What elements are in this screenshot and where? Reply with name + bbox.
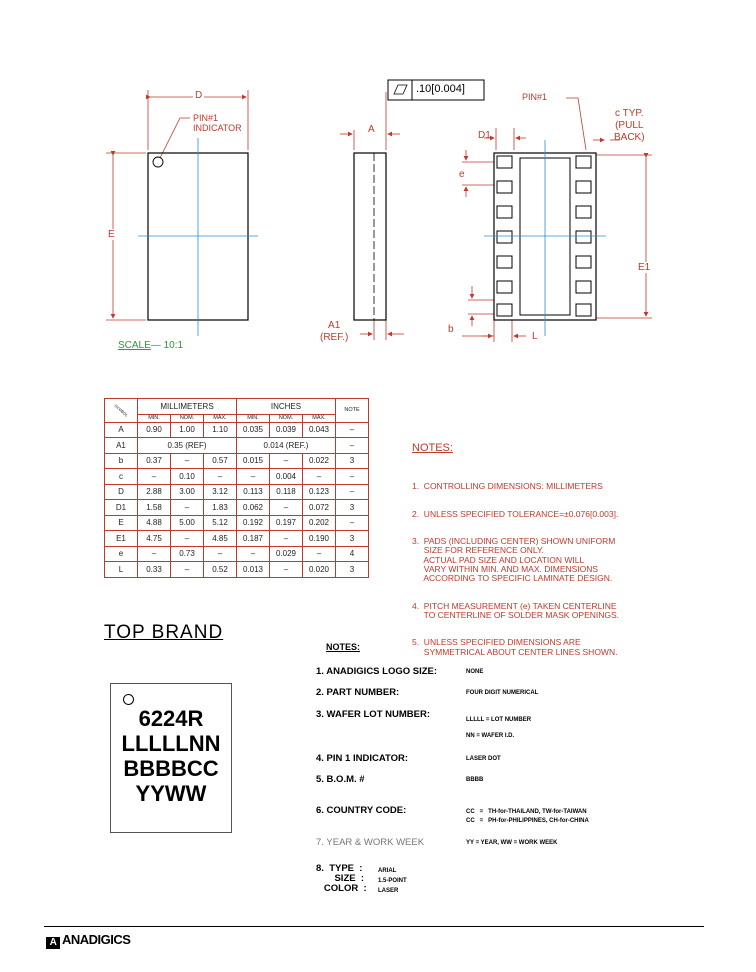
cell: 5.00	[171, 515, 204, 531]
cell: 4	[336, 546, 369, 562]
brand-note-key: 7. YEAR & WORK WEEK	[316, 837, 425, 848]
table-row	[105, 469, 369, 485]
cell: 0.113	[237, 484, 270, 500]
logo-text: ANADIGICS	[62, 932, 131, 947]
note-header: NOTE	[336, 399, 369, 423]
cell: 4.88	[138, 515, 171, 531]
cell: –	[336, 484, 369, 500]
sub-header: MIN.	[138, 414, 171, 422]
brand-line: 6224R	[138, 706, 204, 731]
sub-header: MIN.	[237, 414, 270, 422]
symbol-header: SYMBOL	[105, 399, 138, 423]
sub-header: NOM.	[171, 414, 204, 422]
brand-note-value: BBBB	[466, 777, 484, 783]
cell: –	[270, 531, 303, 547]
label-pin1-indicator: PIN#1 INDICATOR	[193, 113, 242, 133]
table-row	[105, 438, 369, 454]
label-a1: A1 (REF.)	[320, 320, 349, 343]
cell: –	[237, 469, 270, 485]
cell: 3	[336, 500, 369, 516]
cell: 0.022	[303, 453, 336, 469]
cell: b	[105, 453, 138, 469]
label-b: b	[448, 324, 454, 335]
cell: 0.013	[237, 562, 270, 578]
brand-line: YYWW	[135, 781, 207, 806]
cell: 0.190	[303, 531, 336, 547]
brand-line: BBBBCC	[123, 756, 219, 781]
cell: 1.00	[171, 422, 204, 438]
cell: 0.37	[138, 453, 171, 469]
cell: 0.072	[303, 500, 336, 516]
brand-note-value: LLLLL = LOT NUMBER NN = WAFER I.D.	[466, 717, 532, 739]
top-brand-title: TOP BRAND	[104, 622, 224, 643]
flatness-value: .10[0.004]	[416, 83, 465, 95]
label-a: A	[368, 124, 375, 135]
scale-note	[118, 340, 183, 351]
cell: A1	[105, 438, 138, 454]
pin1-dot-icon	[123, 694, 134, 705]
brand-note-key: 3. WAFER LOT NUMBER:	[316, 709, 430, 720]
table-row	[105, 515, 369, 531]
dimension-table	[104, 398, 369, 578]
cell: –	[270, 562, 303, 578]
cell: 0.004	[270, 469, 303, 485]
cell: D	[105, 484, 138, 500]
scale-value: 10:1	[163, 340, 184, 351]
cell: 0.187	[237, 531, 270, 547]
brand-note-value: NONE	[466, 669, 484, 675]
cell: E1	[105, 531, 138, 547]
cell: c	[105, 469, 138, 485]
label-l: L	[532, 331, 538, 342]
cell: 0.015	[237, 453, 270, 469]
cell: –	[270, 453, 303, 469]
scale-sep: —	[150, 340, 164, 351]
cell: 0.57	[204, 453, 237, 469]
cell: E	[105, 515, 138, 531]
cell: –	[336, 515, 369, 531]
cell: –	[336, 422, 369, 438]
cell: –	[171, 453, 204, 469]
label-pin1: PIN#1	[522, 92, 548, 102]
cell: –	[270, 500, 303, 516]
note-item: 1. CONTROLLING DIMENSIONS: MILLIMETERS	[412, 481, 603, 492]
label-c-typ: c TYP. (PULL BACK)	[614, 108, 645, 143]
cell: –	[336, 438, 369, 454]
scale-label: SCALE	[118, 340, 151, 351]
in-header: INCHES	[237, 399, 336, 415]
cell: 0.10	[171, 469, 204, 485]
cell: e	[105, 546, 138, 562]
cell: 0.197	[270, 515, 303, 531]
note-item: 3. PADS (INCLUDING CENTER) SHOWN UNIFORM SIZE FOR REFERENCE ONLY. ACTUAL PAD SIZE AND LOCATION WILL VARY WITHIN MIN. AND MAX. DIMENSIONS ACCORDING TO SPECIFIC LAMINATE DESIGN.	[412, 536, 616, 584]
cell: 5.12	[204, 515, 237, 531]
note-item: 2. UNLESS SPECIFIED TOLERANCE=±0.076[0.003].	[412, 508, 619, 519]
cell: L	[105, 562, 138, 578]
brand-note-key: 8. TYPE : SIZE : COLOR :	[316, 863, 367, 894]
brand-note-key: 4. PIN 1 INDICATOR:	[316, 753, 409, 764]
cell: 0.039	[270, 422, 303, 438]
label-d: D	[195, 90, 203, 101]
label-e: E	[108, 229, 115, 240]
cell: 0.192	[237, 515, 270, 531]
table-row	[105, 546, 369, 562]
sub-header: MAX.	[303, 414, 336, 422]
cell: 0.73	[171, 546, 204, 562]
cell: –	[138, 546, 171, 562]
cell: 4.85	[204, 531, 237, 547]
cell: 3.00	[171, 484, 204, 500]
cell: 3	[336, 453, 369, 469]
cell: 3	[336, 531, 369, 547]
table-row	[105, 562, 369, 578]
drawing-notes	[412, 426, 619, 666]
cell: 0.33	[138, 562, 171, 578]
anadigics-logo-icon: A	[46, 937, 60, 949]
brand-line: LLLLLNN	[121, 731, 221, 756]
cell: –	[171, 562, 204, 578]
table-row	[105, 531, 369, 547]
cell: –	[204, 546, 237, 562]
cell: 0.123	[303, 484, 336, 500]
cell: 0.35 (REF)	[138, 438, 237, 454]
cell: 1.10	[204, 422, 237, 438]
brand-note-value: ARIAL 1.5-POINT LASER	[378, 868, 407, 894]
label-d1: D1	[478, 130, 491, 141]
sub-header: MAX.	[204, 414, 237, 422]
brand-marking	[110, 683, 232, 833]
note-item: 5. UNLESS SPECIFIED DIMENSIONS ARE SYMMETRICAL ABOUT CENTER LINES SHOWN.	[412, 637, 618, 657]
brand-note-key: 2. PART NUMBER:	[316, 687, 400, 698]
cell: A	[105, 422, 138, 438]
cell: D1	[105, 500, 138, 516]
table-row	[105, 484, 369, 500]
cell: 0.020	[303, 562, 336, 578]
table-row	[105, 453, 369, 469]
cell: –	[171, 500, 204, 516]
cell: –	[336, 469, 369, 485]
cell: 0.035	[237, 422, 270, 438]
cell: –	[237, 546, 270, 562]
label-e1: E1	[638, 262, 651, 273]
cell: 0.52	[204, 562, 237, 578]
cell: –	[303, 469, 336, 485]
cell: 0.029	[270, 546, 303, 562]
cell: 0.014 (REF.)	[237, 438, 336, 454]
cell: 3.12	[204, 484, 237, 500]
brand-note-value: YY = YEAR, WW = WORK WEEK	[466, 840, 558, 846]
brand-note-value: FOUR DIGIT NUMERICAL	[466, 690, 539, 696]
cell: 0.043	[303, 422, 336, 438]
cell: 0.062	[237, 500, 270, 516]
footer-rule	[44, 926, 704, 927]
cell: 0.202	[303, 515, 336, 531]
label-e-pitch: e	[459, 169, 465, 180]
cell: 0.118	[270, 484, 303, 500]
cell: –	[138, 469, 171, 485]
notes-title: NOTES:	[412, 442, 453, 455]
anadigics-logo	[46, 932, 130, 949]
mm-header: MILLIMETERS	[138, 399, 237, 415]
note-item: 4. PITCH MEASUREMENT (e) TAKEN CENTERLINE TO CENTERLINE OF SOLDER MASK OPENINGS.	[412, 600, 620, 620]
cell: 3	[336, 562, 369, 578]
cell: 4.75	[138, 531, 171, 547]
table-row	[105, 422, 369, 438]
table-row	[105, 500, 369, 516]
cell: 0.90	[138, 422, 171, 438]
brand-note-key: 6. COUNTRY CODE:	[316, 805, 407, 816]
cell: 1.83	[204, 500, 237, 516]
package-drawing	[0, 0, 756, 380]
cell: 2.88	[138, 484, 171, 500]
sub-header: NOM.	[270, 414, 303, 422]
brand-note-key: 5. B.O.M. #	[316, 774, 365, 785]
brand-note-value: CC = TH-for-THAILAND, TW-for-TAIWAN CC = PH-for-PHILIPPINES, CH-for-CHINA	[466, 809, 589, 824]
cell: –	[204, 469, 237, 485]
brand-note-key: 1. ANADIGICS LOGO SIZE:	[316, 666, 438, 677]
brand-notes-title: NOTES:	[326, 642, 361, 652]
cell: 1.58	[138, 500, 171, 516]
brand-note-value: LASER DOT	[466, 756, 501, 762]
cell: –	[303, 546, 336, 562]
cell: –	[171, 531, 204, 547]
